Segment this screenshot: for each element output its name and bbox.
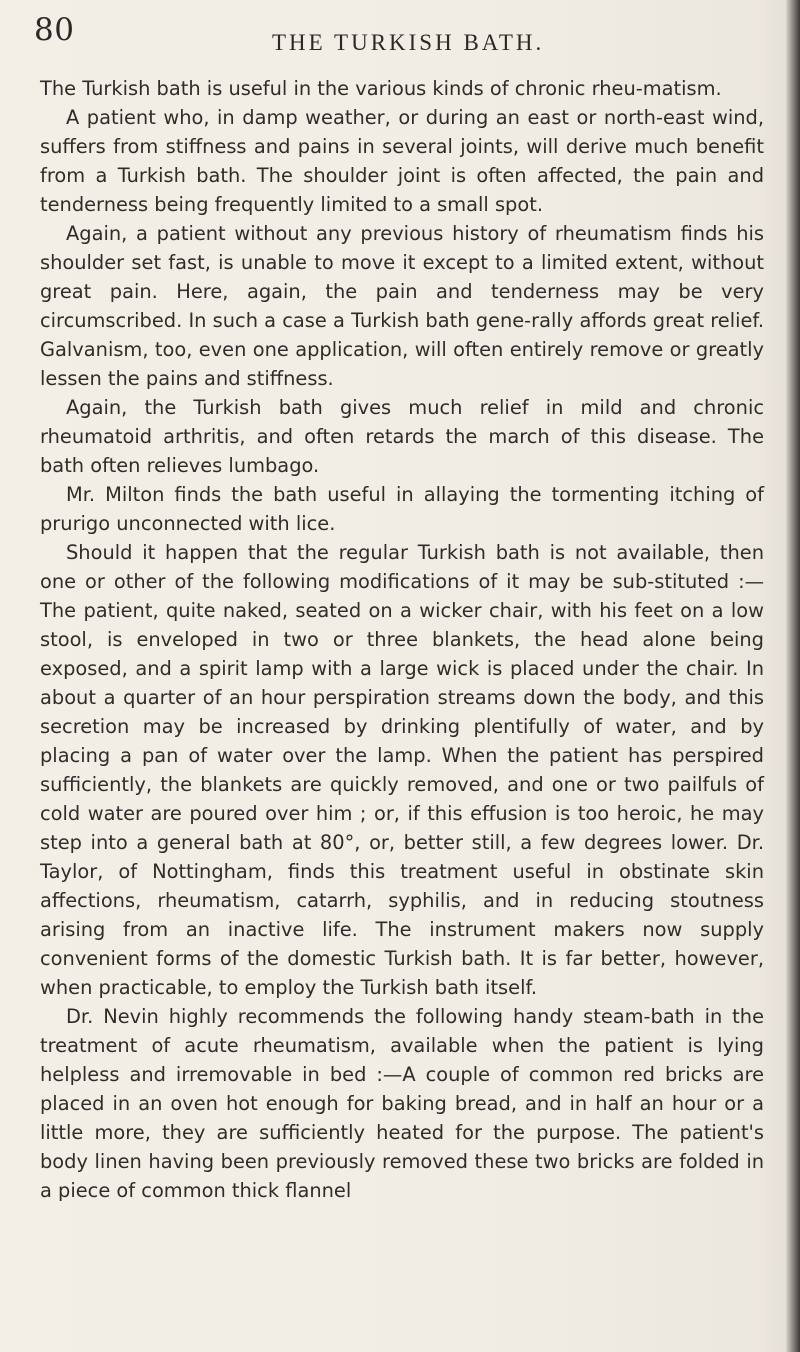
paragraph: A patient who, in damp weather, or during an east or north-east wind, suffers from stiffness and pains in several joints, will derive much benefit from a Turkish bath. The shoulder joint is often affected, the pain and tenderness being frequently limited to a small spot. <box>40 106 764 216</box>
page-number: 80 <box>34 12 75 48</box>
running-head: THE TURKISH BATH. <box>272 30 545 55</box>
paragraph: Mr. Milton finds the bath useful in allaying the tormenting itching of prurigo unconnected with lice. <box>40 483 764 535</box>
paragraph: Dr. Nevin highly recommends the following handy steam-bath in the treatment of acute rheumatism, available when the patient is lying helpless and irremovable in bed :—A couple of common red bricks are placed in an oven hot enough for baking bread, and in half an hour or a little more, they are sufficiently heated for the purpose. The patient's body linen having been previously removed these two bricks are folded in a piece of common thick flannel <box>40 1005 764 1202</box>
paragraph: Again, a patient without any previous history of rheumatism finds his shoulder set fast, is unable to move it except to a limited extent, without great pain. Here, again, the pain and tenderness may be very circumscribed. In such a case a Turkish bath gene-rally affords great relief. Galvanism, too, even one application, will often entirely remove or greatly lessen the pains and stiffness. <box>40 222 764 390</box>
paragraph: The Turkish bath is useful in the various kinds of chronic rheu-matism. <box>40 77 722 100</box>
paragraph: Should it happen that the regular Turkish bath is not available, then one or other of the following modifications of it may be sub-stituted :—The patient, quite naked, seated on a wicker chair, with his feet on a low stool, is enveloped in two or three blankets, the head alone being exposed, and a spirit lamp with a large wick is placed under the chair. In about a quarter of an hour perspiration streams down the body, and this secretion may be increased by drinking plentifully of water, and by placing a pan of water over the lamp. When the patient has perspired sufficiently, the blankets are quickly removed, and one or two pailfuls of cold water are poured over him ; or, if this effusion is too heroic, he may step into a general bath at 80°, or, better still, a few degrees lower. Dr. Taylor, of Nottingham, finds this treatment useful in obstinate skin affections, rheumatism, catarrh, syphilis, and in reducing stoutness arising from an inactive life. The instrument makers now supply convenient forms of the domestic Turkish bath. It is far better, however, when practicable, to employ the Turkish bath itself. <box>40 541 764 999</box>
paragraph: Again, the Turkish bath gives much relief in mild and chronic rheumatoid arthritis, and often retards the march of this disease. The bath often relieves lumbago. <box>40 396 764 477</box>
body-text <box>40 74 764 1205</box>
page-edge-shadow <box>786 0 800 1352</box>
